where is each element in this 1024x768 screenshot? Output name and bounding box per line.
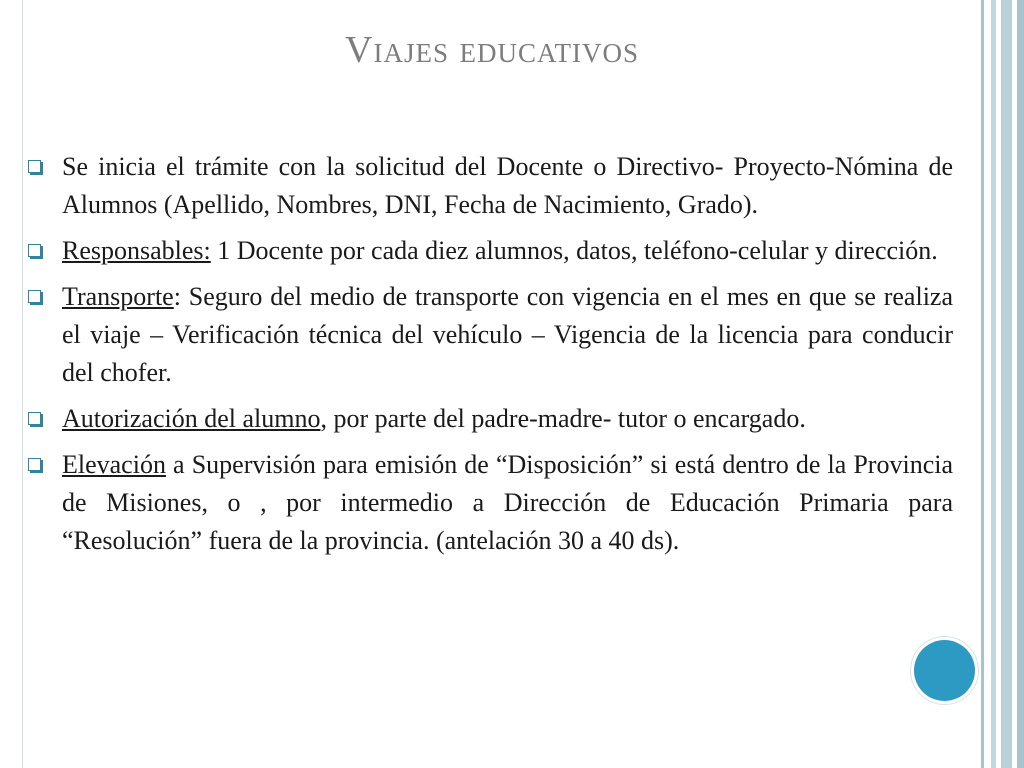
list-item <box>28 148 953 224</box>
left-border-line <box>0 0 23 768</box>
slide-title: Viajes educativos <box>345 29 639 71</box>
decorative-circle <box>914 640 975 701</box>
item-lead: Autorización del alumno <box>62 404 321 433</box>
square-bullet-icon <box>28 160 41 173</box>
item-lead: Elevación <box>62 450 166 479</box>
item-text: Se inicia el trámite con la solicitud del Docente o Directivo- Proyecto-Nómina de Alumnos (Apellido, Nombres, DNI, Fecha de Nacimiento, Grado). <box>62 152 953 219</box>
list-item <box>28 446 953 560</box>
item-lead: Transporte <box>62 282 174 311</box>
square-bullet-icon <box>28 412 41 425</box>
right-decorative-stripes <box>974 0 1024 768</box>
square-bullet-icon <box>28 244 41 257</box>
item-text: 1 Docente por cada diez alumnos, datos, teléfono-celular y dirección. <box>210 236 938 265</box>
list-item <box>28 232 953 270</box>
list-item <box>28 278 953 392</box>
item-text: a Supervisión para emisión de “Disposición” si está dentro de la Provincia de Misiones, o , por intermedio a Dirección de Educación Primaria para “Resolución” fuera de la provincia. (antelación 30 a 40 ds). <box>62 450 953 555</box>
square-bullet-icon <box>28 290 41 303</box>
item-text: : Seguro del medio de transporte con vigencia en el mes en que se realiza el viaje – Verificación técnica del vehículo – Vigencia de la licencia para conducir del chofer. <box>62 282 953 387</box>
item-lead: Responsables: <box>62 236 211 265</box>
bullet-list <box>28 148 953 568</box>
square-bullet-icon <box>28 458 41 471</box>
item-text: , por parte del padre-madre- tutor o encargado. <box>320 404 806 433</box>
list-item <box>28 400 953 438</box>
